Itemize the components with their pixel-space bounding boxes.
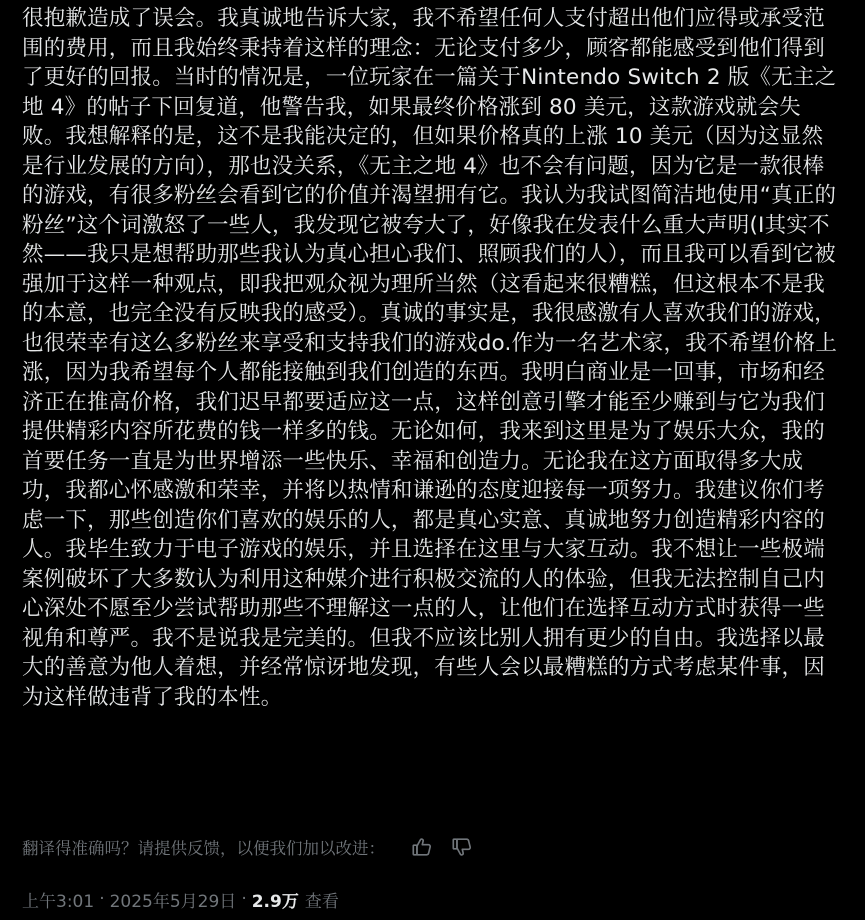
translation-feedback-prompt: 翻译得准确吗？请提供反馈，以便我们加以改进： [22, 839, 385, 858]
separator: · [241, 889, 247, 909]
thumbs-down-button[interactable] [449, 834, 475, 860]
post-text: 很抱歉造成了误会。我真诚地告诉大家，我不希望任何人支付超出他们应得或承受范围的费用，而且我始终秉持着这样的理念：无论支付多少，顾客都能感受到他们得到了更好的回报。当时的情况是，一位玩家在一篇关于Nintendo Switch 2 版《无主之地 4》的帖子下回复道，他警告我，如果最终价格涨到 80 美元，这款游戏就会失败。我想解释的是，这不是我能决定的，但如果价格真的上涨 10 美元（因为这显然是行业发展的方向），那也没关系，《无主之地 4》也不会有问题，因为它是一款很棒的游戏，有很多粉丝会看到它的价值并渴望拥有它。我认为我试图简洁地使用“真正的粉丝”这个词激怒了一些人，我发现它被夸大了，好像我在发表什么重大声明(I其实不然——我只是想帮助那些我认为真心担心我们、照顾我们的人），而且我可以看到它被强加于这样一种观点，即我把观众视为理所当然（这看起来很糟糕，但这根本不是我的本意，也完全没有反映我的感受）。真诚的事实是，我很感激有人喜欢我们的游戏，也很荣幸有这么多粉丝来享受和支持我们的游戏do.作为一名艺术家，我不希望价格上涨，因为我希望每个人都能接触到我们创造的东西。我明白商业是一回事，市场和经济正在推高价格，我们迟早都要适应这一点，这样创意引擎才能至少赚到与它为我们提供精彩内容所花费的钱一样多的钱。无论如何，我来到这里是为了娱乐大众，我的首要任务一直是为世界增添一些快乐、幸福和创造力。无论我在这方面取得多大成功，我都心怀感激和荣幸，并将以热情和谦逊的态度迎接每一项努力。我建议你们考虑一下，那些创造你们喜欢的娱乐的人，都是真心实意、真诚地努力创造精彩内容的人。我毕生致力于电子游戏的娱乐，并且选择在这里与大家互动。我不想让一些极端案例破坏了大多数认为利用这种媒介进行积极交流的人的体验，但我无法控制自己内心深处不愿至少尝试帮助那些不理解这一点的人，让他们在选择互动方式时获得一些视角和尊严。我不是说我是完美的。但我不应该比别人拥有更少的自由。我选择以最大的善意为他人着想，并经常惊讶地发现，有些人会以最糟糕的方式考虑某件事，因为这样做违背了我的本性。 [22, 6, 838, 710]
post-time[interactable]: 上午3:01 [22, 891, 95, 912]
separator: · [99, 889, 105, 909]
translation-feedback-bar [22, 832, 489, 862]
thumbs-down-icon [451, 836, 473, 858]
thumbs-up-button[interactable] [409, 834, 435, 860]
views-count[interactable]: 2.9万 [251, 891, 299, 912]
post-metadata [22, 884, 339, 914]
thumbs-up-icon [411, 836, 433, 858]
post-date[interactable]: 2025年5月29日 [109, 891, 237, 912]
views-label: 查看 [304, 891, 339, 912]
